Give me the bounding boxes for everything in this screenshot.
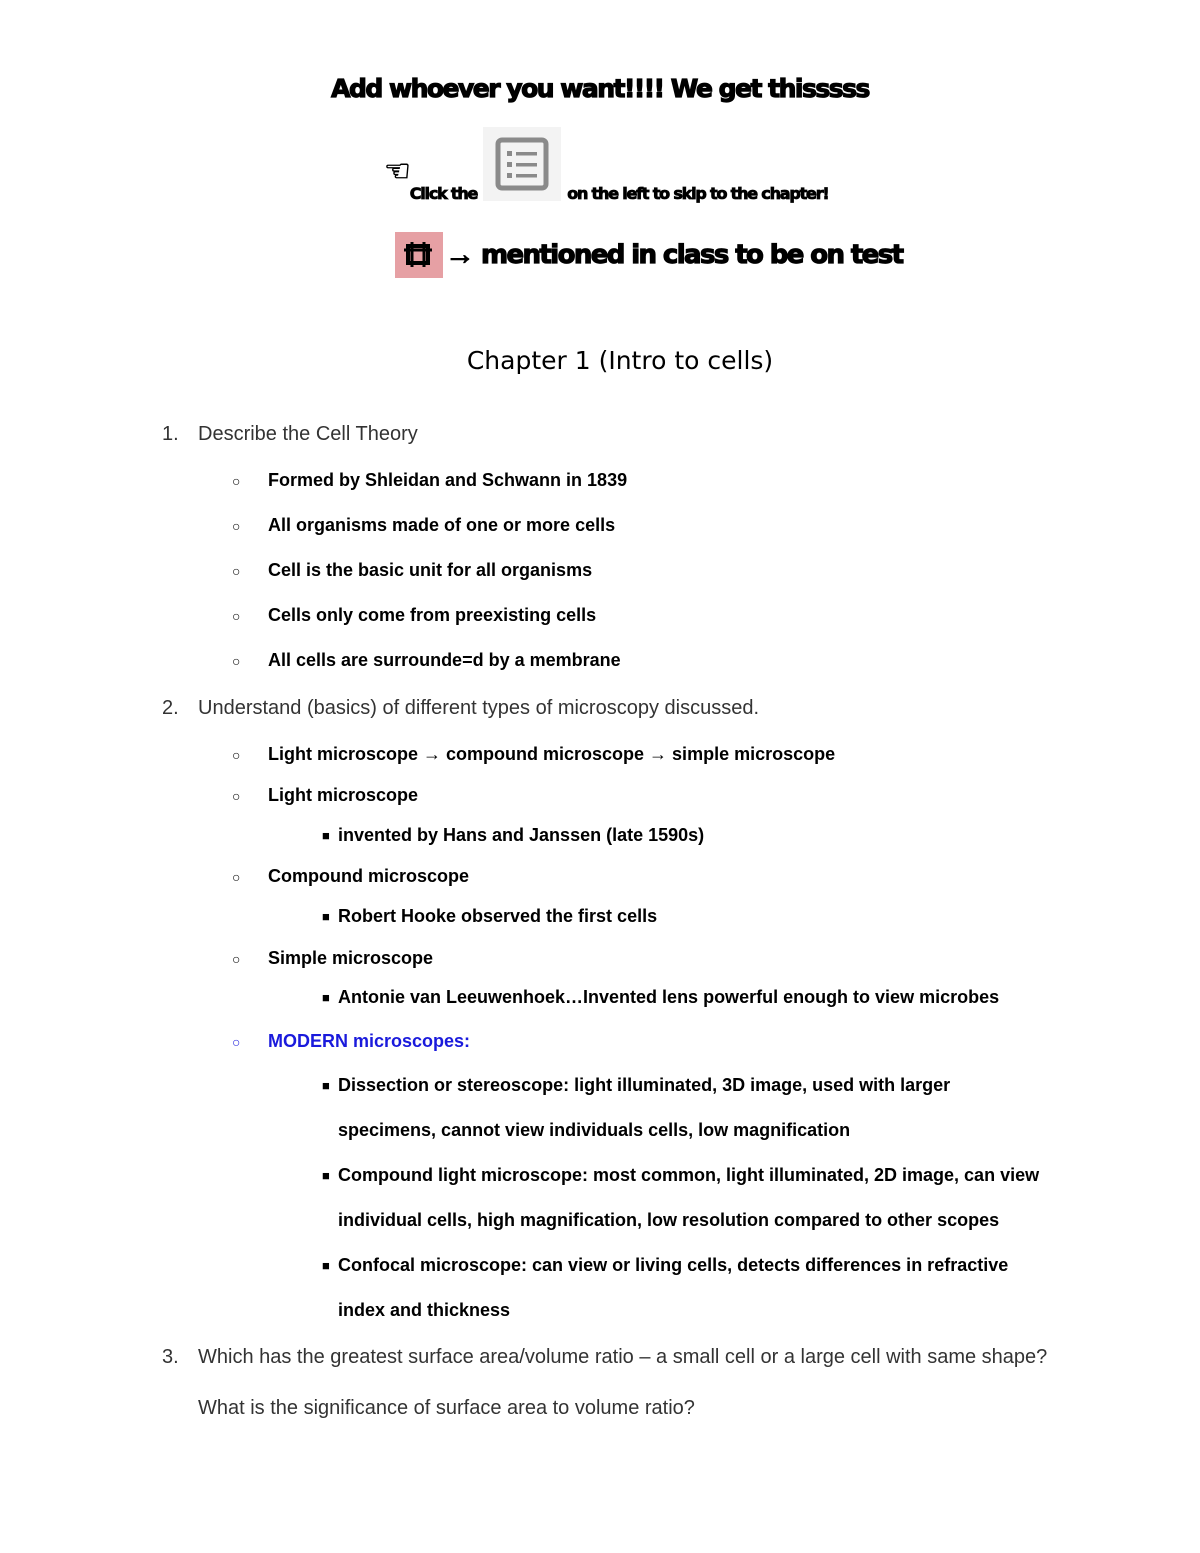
circle-bullet-icon: ○ (232, 653, 241, 669)
pencil-box-icon (395, 232, 443, 278)
test-legend (395, 232, 902, 278)
square-bullet-icon: ■ (322, 1078, 330, 1093)
sub-list-item-continued: index and thickness (338, 1300, 511, 1320)
list-item: Simple microscope (268, 948, 434, 968)
sub-list-item: Compound light microscope: most common, light illuminated, 2D image, can view (338, 1165, 1040, 1185)
test-legend-text: mentioned in class to be on test (481, 240, 903, 270)
square-bullet-icon: ■ (322, 909, 330, 924)
circle-bullet-icon: ○ (232, 608, 241, 624)
list-icon[interactable] (483, 127, 561, 201)
list-item: Cell is the basic unit for all organisms (268, 560, 593, 580)
question-number: 1. (162, 423, 179, 445)
question-text-continued: What is the significance of surface area to volume ratio? (198, 1397, 695, 1419)
sub-list-item: Confocal microscope: can view or living cells, detects differences in refractive (338, 1255, 1009, 1275)
skip-instruction (384, 126, 829, 202)
square-bullet-icon: ■ (322, 1168, 330, 1183)
list-item: All cells are surrounde=d by a membrane (268, 650, 621, 670)
list-item: Cells only come from preexisting cells (268, 605, 597, 625)
sub-list-item-continued: specimens, cannot view individuals cells, low magnification (338, 1120, 851, 1140)
circle-bullet-icon: ○ (232, 518, 241, 534)
header-banner-text: Add whoever you want!!!! We get thisssss (331, 74, 869, 103)
pointing-hand-icon: ☜ (384, 153, 410, 189)
square-bullet-icon: ■ (322, 828, 330, 843)
chapter-title: Chapter 1 (Intro to cells) (466, 346, 774, 375)
circle-bullet-icon: ○ (232, 563, 241, 579)
question-text: Which has the greatest surface area/volume ratio – a small cell or a large cell with same shape? (198, 1346, 1048, 1368)
list-item: Compound microscope (268, 866, 470, 886)
sub-list-item: Antonie van Leeuwenhoek…Invented lens powerful enough to view microbes (338, 987, 1000, 1007)
list-item-highlight: MODERN microscopes: (268, 1031, 471, 1051)
circle-bullet-icon: ○ (232, 747, 241, 763)
sub-list-item: invented by Hans and Janssen (late 1590s) (338, 825, 705, 845)
circle-bullet-icon: ○ (232, 951, 241, 967)
sub-list-item-continued: individual cells, high magnification, low resolution compared to other scopes (338, 1210, 1000, 1230)
question-number: 3. (162, 1346, 179, 1368)
question-text: Understand (basics) of different types of microscopy discussed. (198, 697, 759, 719)
circle-bullet-icon: ○ (232, 473, 241, 489)
list-item: All organisms made of one or more cells (268, 515, 616, 535)
question-number: 2. (162, 697, 179, 719)
arrow-right-icon: → (445, 238, 475, 271)
circle-bullet-icon: ○ (232, 788, 241, 804)
circle-bullet-icon: ○ (232, 869, 241, 885)
square-bullet-icon: ■ (322, 1258, 330, 1273)
skip-text-left: Click the (409, 183, 478, 203)
question-text: Describe the Cell Theory (198, 423, 418, 445)
list-item: Formed by Shleidan and Schwann in 1839 (268, 470, 628, 490)
list-item: Light microscope (268, 785, 419, 805)
skip-text-right: on the left to skip to the chapter! (567, 183, 829, 203)
circle-bullet-icon: ○ (232, 1034, 241, 1050)
list-item: Light microscope → compound microscope → simple microscope (268, 744, 836, 764)
square-bullet-icon: ■ (322, 990, 330, 1005)
sub-list-item: Robert Hooke observed the first cells (338, 906, 658, 926)
sub-list-item: Dissection or stereoscope: light illuminated, 3D image, used with larger (338, 1075, 951, 1095)
